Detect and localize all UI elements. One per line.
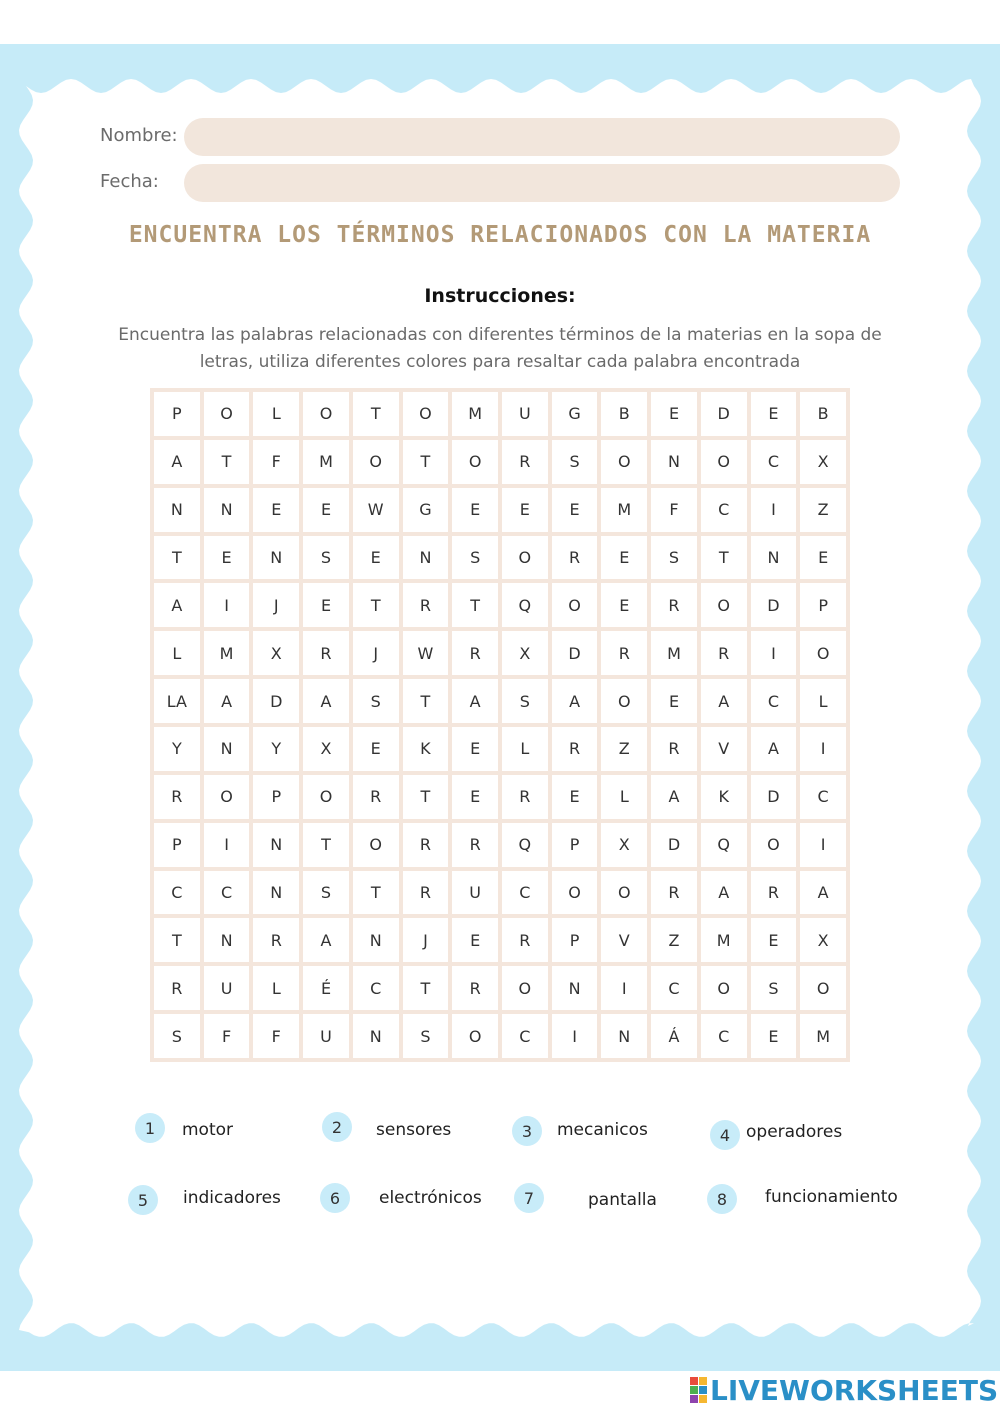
grid-cell[interactable]: E	[502, 488, 548, 532]
grid-cell[interactable]: M	[800, 1014, 846, 1058]
word-number-badge: 6	[320, 1183, 350, 1213]
grid-cell[interactable]: W	[403, 631, 449, 675]
grid-cell[interactable]: I	[800, 823, 846, 867]
grid-cell[interactable]: A	[701, 871, 747, 915]
grid-cell[interactable]: D	[651, 823, 697, 867]
grid-cell[interactable]: Z	[800, 488, 846, 532]
grid-cell[interactable]: T	[204, 440, 250, 484]
grid-cell[interactable]: J	[353, 631, 399, 675]
grid-cell[interactable]: O	[502, 966, 548, 1010]
grid-cell[interactable]: E	[452, 918, 498, 962]
grid-cell[interactable]: L	[154, 631, 200, 675]
liveworksheets-logo[interactable]	[690, 1373, 998, 1407]
grid-cell[interactable]: R	[651, 583, 697, 627]
date-label: Fecha:	[100, 171, 159, 192]
grid-cell[interactable]: R	[502, 775, 548, 819]
grid-cell[interactable]: V	[601, 918, 647, 962]
grid-cell[interactable]: C	[751, 440, 797, 484]
grid-cell[interactable]: E	[751, 1014, 797, 1058]
grid-cell[interactable]: N	[253, 536, 299, 580]
grid-cell[interactable]: S	[303, 871, 349, 915]
word-item: pantalla	[588, 1190, 657, 1210]
grid-cell[interactable]: O	[353, 823, 399, 867]
grid-cell[interactable]: O	[204, 392, 250, 436]
grid-cell[interactable]: R	[751, 871, 797, 915]
grid-cell[interactable]: J	[253, 583, 299, 627]
grid-cell[interactable]: O	[701, 583, 747, 627]
grid-cell[interactable]: C	[651, 966, 697, 1010]
grid-cell[interactable]: Q	[502, 583, 548, 627]
grid-cell[interactable]: U	[502, 392, 548, 436]
grid-cell[interactable]: E	[651, 392, 697, 436]
grid-cell[interactable]: N	[552, 966, 598, 1010]
grid-cell[interactable]: W	[353, 488, 399, 532]
grid-cell[interactable]: R	[303, 631, 349, 675]
word-number-badge: 7	[514, 1183, 544, 1213]
grid-cell[interactable]: N	[253, 823, 299, 867]
grid-cell[interactable]: R	[154, 966, 200, 1010]
grid-cell[interactable]: D	[253, 679, 299, 723]
grid-cell[interactable]: S	[502, 679, 548, 723]
grid-cell[interactable]: T	[403, 775, 449, 819]
grid-cell[interactable]: O	[800, 966, 846, 1010]
grid-cell[interactable]: M	[651, 631, 697, 675]
grid-cell[interactable]: O	[552, 871, 598, 915]
grid-cell[interactable]: E	[452, 488, 498, 532]
grid-cell[interactable]: N	[403, 536, 449, 580]
grid-cell[interactable]: T	[403, 966, 449, 1010]
grid-cell[interactable]: R	[651, 727, 697, 771]
grid-cell[interactable]: N	[353, 1014, 399, 1058]
grid-cell[interactable]: O	[403, 392, 449, 436]
grid-cell[interactable]: G	[403, 488, 449, 532]
grid-cell[interactable]: D	[552, 631, 598, 675]
grid-cell[interactable]: O	[701, 440, 747, 484]
grid-cell[interactable]: E	[601, 536, 647, 580]
grid-cell[interactable]: R	[452, 823, 498, 867]
name-field[interactable]	[184, 118, 900, 156]
grid-cell[interactable]: O	[751, 823, 797, 867]
name-label: Nombre:	[100, 125, 178, 146]
grid-cell[interactable]: R	[403, 823, 449, 867]
grid-cell[interactable]: É	[303, 966, 349, 1010]
grid-cell[interactable]: M	[601, 488, 647, 532]
word-number-badge: 1	[135, 1113, 165, 1143]
grid-cell[interactable]: K	[701, 775, 747, 819]
grid-cell[interactable]: C	[204, 871, 250, 915]
grid-cell[interactable]: R	[701, 631, 747, 675]
grid-cell[interactable]: LA	[154, 679, 200, 723]
grid-cell[interactable]: A	[800, 871, 846, 915]
grid-cell[interactable]: S	[651, 536, 697, 580]
grid-cell[interactable]: P	[154, 823, 200, 867]
grid-cell[interactable]: R	[253, 918, 299, 962]
grid-cell[interactable]: A	[303, 679, 349, 723]
grid-cell[interactable]: E	[552, 775, 598, 819]
grid-cell[interactable]: E	[452, 775, 498, 819]
grid-cell[interactable]: C	[751, 679, 797, 723]
grid-cell[interactable]: R	[452, 966, 498, 1010]
instructions-text: Encuentra las palabras relacionadas con diferentes términos de la materias en la sopa de letras, utiliza diferentes colores para resaltar cada palabra encontrada	[118, 325, 882, 372]
grid-cell[interactable]: E	[353, 727, 399, 771]
grid-cell[interactable]: L	[800, 679, 846, 723]
grid-cell[interactable]: E	[253, 488, 299, 532]
grid-cell[interactable]: U	[303, 1014, 349, 1058]
word-item: motor	[182, 1120, 234, 1140]
grid-cell[interactable]: C	[502, 1014, 548, 1058]
grid-cell[interactable]: L	[601, 775, 647, 819]
brand-name: LIVEWORKSHEETS	[710, 1373, 999, 1407]
grid-cell[interactable]: N	[204, 727, 250, 771]
grid-cell[interactable]: R	[502, 440, 548, 484]
grid-cell[interactable]: U	[204, 966, 250, 1010]
grid-cell[interactable]: E	[601, 583, 647, 627]
date-field[interactable]	[184, 164, 900, 202]
grid-cell[interactable]: O	[502, 536, 548, 580]
grid-cell[interactable]: E	[353, 536, 399, 580]
grid-cell[interactable]: K	[403, 727, 449, 771]
grid-cell[interactable]: A	[651, 775, 697, 819]
grid-cell[interactable]: E	[651, 679, 697, 723]
grid-cell[interactable]: Á	[651, 1014, 697, 1058]
grid-cell[interactable]: Z	[651, 918, 697, 962]
grid-cell[interactable]: N	[353, 918, 399, 962]
grid-cell[interactable]: R	[353, 775, 399, 819]
grid-cell[interactable]: E	[552, 488, 598, 532]
grid-cell[interactable]: O	[303, 775, 349, 819]
grid-cell[interactable]: S	[353, 679, 399, 723]
grid-cell[interactable]: I	[800, 727, 846, 771]
grid-cell[interactable]: E	[303, 583, 349, 627]
grid-cell[interactable]: O	[353, 440, 399, 484]
grid-cell[interactable]: T	[154, 918, 200, 962]
grid-cell[interactable]: I	[552, 1014, 598, 1058]
grid-cell[interactable]: T	[353, 392, 399, 436]
word-number-badge: 3	[512, 1116, 542, 1146]
grid-cell[interactable]: M	[204, 631, 250, 675]
word-number-badge: 2	[322, 1112, 352, 1142]
word-item: operadores	[746, 1122, 843, 1142]
grid-cell[interactable]: T	[303, 823, 349, 867]
grid-cell[interactable]: O	[601, 679, 647, 723]
grid-cell[interactable]: C	[800, 775, 846, 819]
grid-cell[interactable]: N	[204, 918, 250, 962]
grid-cell[interactable]: A	[552, 679, 598, 723]
grid-cell[interactable]: M	[303, 440, 349, 484]
grid-cell[interactable]: R	[502, 918, 548, 962]
grid-cell[interactable]: T	[353, 871, 399, 915]
grid-cell[interactable]: U	[452, 871, 498, 915]
grid-cell[interactable]: Y	[154, 727, 200, 771]
grid-cell[interactable]: Z	[601, 727, 647, 771]
grid-cell[interactable]: F	[253, 440, 299, 484]
grid-cell[interactable]: T	[452, 583, 498, 627]
grid-cell[interactable]: P	[552, 918, 598, 962]
word-search-grid	[150, 388, 850, 1062]
grid-cell[interactable]: N	[751, 536, 797, 580]
grid-cell[interactable]: R	[601, 631, 647, 675]
grid-cell[interactable]: S	[403, 1014, 449, 1058]
grid-cell[interactable]: A	[154, 583, 200, 627]
word-number-badge: 8	[707, 1184, 737, 1214]
word-item: indicadores	[183, 1188, 281, 1208]
grid-cell[interactable]: O	[452, 1014, 498, 1058]
grid-cell[interactable]: T	[403, 440, 449, 484]
grid-cell[interactable]: I	[601, 966, 647, 1010]
grid-cell[interactable]: C	[154, 871, 200, 915]
grid-cell[interactable]: E	[452, 727, 498, 771]
grid-cell[interactable]: X	[800, 918, 846, 962]
grid-cell[interactable]: J	[403, 918, 449, 962]
grid-cell[interactable]: I	[204, 823, 250, 867]
grid-cell[interactable]: X	[502, 631, 548, 675]
grid-cell[interactable]: O	[552, 583, 598, 627]
grid-cell[interactable]: N	[204, 488, 250, 532]
grid-cell[interactable]: O	[452, 440, 498, 484]
grid-cell[interactable]: M	[701, 918, 747, 962]
grid-cell[interactable]: Y	[253, 727, 299, 771]
grid-cell[interactable]: C	[353, 966, 399, 1010]
grid-cell[interactable]: L	[253, 392, 299, 436]
grid-cell[interactable]: E	[204, 536, 250, 580]
grid-cell[interactable]: R	[403, 871, 449, 915]
grid-cell[interactable]: O	[601, 871, 647, 915]
grid-cell[interactable]: I	[751, 631, 797, 675]
grid-cell[interactable]: A	[154, 440, 200, 484]
grid-cell[interactable]: O	[204, 775, 250, 819]
grid-cell[interactable]: X	[303, 727, 349, 771]
word-item: funcionamiento	[765, 1187, 898, 1207]
grid-cell[interactable]: V	[701, 727, 747, 771]
grid-cell[interactable]: E	[751, 392, 797, 436]
grid-cell[interactable]: A	[452, 679, 498, 723]
worksheet-title: ENCUENTRA LOS TÉRMINOS RELACIONADOS CON LA MATERIA	[128, 222, 872, 248]
grid-cell[interactable]: N	[253, 871, 299, 915]
grid-cell[interactable]: N	[601, 1014, 647, 1058]
grid-cell[interactable]: F	[253, 1014, 299, 1058]
grid-cell[interactable]: C	[502, 871, 548, 915]
grid-cell[interactable]: A	[204, 679, 250, 723]
grid-cell[interactable]: R	[452, 631, 498, 675]
grid-cell[interactable]: D	[701, 392, 747, 436]
grid-cell[interactable]: T	[353, 583, 399, 627]
grid-cell[interactable]: X	[800, 440, 846, 484]
grid-cell[interactable]: I	[751, 488, 797, 532]
grid-cell[interactable]: G	[552, 392, 598, 436]
grid-cell[interactable]: R	[552, 727, 598, 771]
grid-cell[interactable]: S	[452, 536, 498, 580]
grid-cell[interactable]: P	[800, 583, 846, 627]
grid-cell[interactable]: E	[303, 488, 349, 532]
grid-cell[interactable]: E	[751, 918, 797, 962]
grid-cell[interactable]: Q	[701, 823, 747, 867]
liveworksheets-logo-icon	[690, 1377, 707, 1403]
grid-cell[interactable]: O	[701, 966, 747, 1010]
grid-cell[interactable]: L	[502, 727, 548, 771]
grid-cell[interactable]: A	[751, 727, 797, 771]
grid-cell[interactable]: B	[601, 392, 647, 436]
word-item: electrónicos	[379, 1188, 482, 1208]
grid-cell[interactable]: P	[552, 823, 598, 867]
grid-cell[interactable]: C	[701, 1014, 747, 1058]
grid-cell[interactable]: R	[403, 583, 449, 627]
grid-cell[interactable]: S	[154, 1014, 200, 1058]
grid-cell[interactable]: T	[154, 536, 200, 580]
grid-cell[interactable]: A	[303, 918, 349, 962]
grid-cell[interactable]: R	[552, 536, 598, 580]
grid-cell[interactable]: I	[204, 583, 250, 627]
grid-cell[interactable]: B	[800, 392, 846, 436]
grid-cell[interactable]: S	[751, 966, 797, 1010]
grid-cell[interactable]: S	[303, 536, 349, 580]
grid-cell[interactable]: R	[651, 871, 697, 915]
grid-cell[interactable]: O	[800, 631, 846, 675]
grid-cell[interactable]: L	[253, 966, 299, 1010]
grid-cell[interactable]: N	[154, 488, 200, 532]
grid-cell[interactable]: D	[751, 583, 797, 627]
instructions-heading: Instrucciones:	[424, 285, 576, 307]
grid-cell[interactable]: D	[751, 775, 797, 819]
grid-cell[interactable]: C	[701, 488, 747, 532]
grid-cell[interactable]: F	[651, 488, 697, 532]
grid-cell[interactable]: A	[701, 679, 747, 723]
word-number-badge: 5	[128, 1185, 158, 1215]
grid-cell[interactable]: T	[403, 679, 449, 723]
word-number-badge: 4	[710, 1120, 740, 1150]
grid-cell[interactable]: X	[253, 631, 299, 675]
grid-cell[interactable]: T	[701, 536, 747, 580]
grid-cell[interactable]: S	[552, 440, 598, 484]
grid-cell[interactable]: F	[204, 1014, 250, 1058]
grid-cell[interactable]: E	[800, 536, 846, 580]
grid-cell[interactable]: P	[154, 392, 200, 436]
grid-cell[interactable]: N	[651, 440, 697, 484]
grid-cell[interactable]: Q	[502, 823, 548, 867]
word-item: sensores	[376, 1120, 452, 1140]
grid-cell[interactable]: O	[601, 440, 647, 484]
grid-cell[interactable]: M	[452, 392, 498, 436]
grid-cell[interactable]: O	[303, 392, 349, 436]
grid-cell[interactable]: P	[253, 775, 299, 819]
word-item: mecanicos	[557, 1120, 648, 1140]
grid-cell[interactable]: X	[601, 823, 647, 867]
grid-cell[interactable]: R	[154, 775, 200, 819]
